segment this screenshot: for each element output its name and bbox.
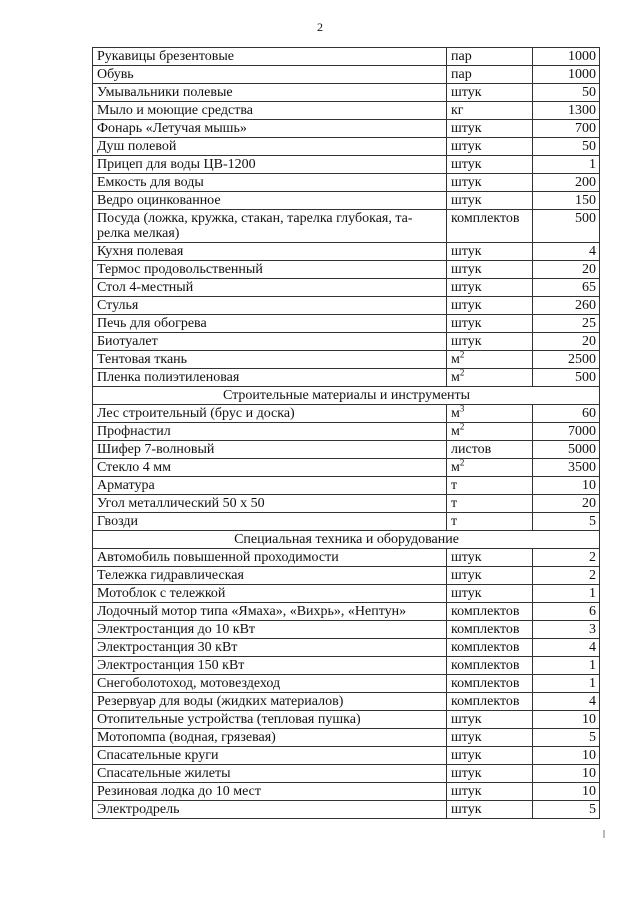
unit-text: штук [451, 175, 482, 190]
quantity-cell: 1000 [533, 66, 600, 84]
unit-cell [447, 66, 533, 84]
unit-text: штук [451, 334, 482, 349]
unit-cell [447, 783, 533, 801]
unit-cell [447, 549, 533, 567]
unit-cell [447, 48, 533, 66]
quantity-cell: 65 [533, 279, 600, 297]
quantity-cell: 10 [533, 765, 600, 783]
unit-cell [447, 639, 533, 657]
quantity-cell: 1 [533, 657, 600, 675]
quantity-cell: 4 [533, 243, 600, 261]
unit-cell [447, 459, 533, 477]
table-row [93, 405, 600, 423]
table-row [93, 495, 600, 513]
unit-cell [447, 333, 533, 351]
unit-text: штук [451, 568, 482, 583]
unit-text: штук [451, 712, 482, 727]
item-name-cell: Автомобиль повышенной проходимости [93, 549, 447, 567]
table-row [93, 801, 600, 819]
item-name-cell: Биотуалет [93, 333, 447, 351]
item-name-cell: Электростанция 150 кВт [93, 657, 447, 675]
quantity-cell: 5 [533, 801, 600, 819]
item-name-cell: Резервуар для воды (жидких материалов) [93, 693, 447, 711]
quantity-cell: 700 [533, 120, 600, 138]
table-row [93, 765, 600, 783]
quantity-cell: 2 [533, 567, 600, 585]
unit-text: штук [451, 139, 482, 154]
table-row [93, 192, 600, 210]
quantity-cell: 1 [533, 156, 600, 174]
quantity-cell: 6 [533, 603, 600, 621]
table-row [93, 657, 600, 675]
quantity-cell: 10 [533, 783, 600, 801]
unit-text: комплектов [451, 622, 520, 637]
quantity-cell: 20 [533, 333, 600, 351]
item-name-cell: Отопительные устройства (тепловая пушка) [93, 711, 447, 729]
quantity-cell: 60 [533, 405, 600, 423]
quantity-cell: 10 [533, 747, 600, 765]
item-name-cell: Тентовая ткань [93, 351, 447, 369]
unit-text: штук [451, 550, 482, 565]
page-number: 2 [317, 20, 323, 34]
quantity-cell: 5 [533, 513, 600, 531]
table-row [93, 729, 600, 747]
unit-cell [447, 621, 533, 639]
item-name-cell: Фонарь «Летучая мышь» [93, 120, 447, 138]
unit-text: м [451, 352, 460, 367]
quantity-cell: 5000 [533, 441, 600, 459]
unit-text: т [451, 478, 458, 493]
unit-cell [447, 210, 533, 243]
quantity-cell: 2500 [533, 351, 600, 369]
quantity-cell: 7000 [533, 423, 600, 441]
unit-text: штук [451, 157, 482, 172]
table-row [93, 477, 600, 495]
supplies-table-body [93, 48, 600, 819]
unit-exponent: 2 [459, 421, 465, 432]
unit-text: штук [451, 244, 482, 259]
unit-cell [447, 585, 533, 603]
item-name-cell: Емкость для воды [93, 174, 447, 192]
unit-text: м [451, 460, 460, 475]
unit-cell [447, 369, 533, 387]
quantity-cell: 10 [533, 477, 600, 495]
table-row [93, 66, 600, 84]
unit-cell [447, 261, 533, 279]
section-title: Специальная техника и оборудование [93, 531, 600, 549]
unit-exponent: 2 [459, 367, 465, 378]
unit-text: штук [451, 121, 482, 136]
item-name-cell: Рукавицы брезентовые [93, 48, 447, 66]
unit-cell [447, 423, 533, 441]
item-name-cell: Стол 4-местный [93, 279, 447, 297]
unit-text: комплектов [451, 604, 520, 619]
quantity-cell: 200 [533, 174, 600, 192]
table-row [93, 423, 600, 441]
unit-text: штук [451, 748, 482, 763]
unit-cell [447, 711, 533, 729]
quantity-cell: 25 [533, 315, 600, 333]
unit-text: т [451, 514, 458, 529]
unit-cell [447, 567, 533, 585]
unit-cell [447, 120, 533, 138]
quantity-cell: 20 [533, 495, 600, 513]
item-name-cell: Обувь [93, 66, 447, 84]
table-row [93, 513, 600, 531]
unit-text: штук [451, 586, 482, 601]
item-name-cell: Стулья [93, 297, 447, 315]
unit-cell [447, 192, 533, 210]
unit-cell [447, 675, 533, 693]
quantity-cell: 260 [533, 297, 600, 315]
item-name-cell: Шифер 7-волновый [93, 441, 447, 459]
quantity-cell: 20 [533, 261, 600, 279]
unit-text: т [451, 496, 458, 511]
unit-cell [447, 765, 533, 783]
quantity-cell: 3500 [533, 459, 600, 477]
unit-cell [447, 495, 533, 513]
unit-text: штук [451, 85, 482, 100]
unit-text: штук [451, 730, 482, 745]
unit-cell [447, 138, 533, 156]
item-name-cell: Кухня полевая [93, 243, 447, 261]
item-name-cell: Посуда (ложка, кружка, стакан, тарелка глубокая, та- релка мелкая) [93, 210, 447, 243]
table-row [93, 102, 600, 120]
table-row [93, 351, 600, 369]
unit-cell [447, 441, 533, 459]
unit-text: комплектов [451, 694, 520, 709]
table-row [93, 297, 600, 315]
table-row [93, 315, 600, 333]
unit-text: м [451, 406, 460, 421]
item-name-cell: Прицеп для воды ЦВ-1200 [93, 156, 447, 174]
unit-text: м [451, 370, 460, 385]
quantity-cell: 1 [533, 675, 600, 693]
table-row [93, 711, 600, 729]
table-row [93, 84, 600, 102]
table-row [93, 747, 600, 765]
table-row [93, 441, 600, 459]
item-name-cell: Мотопомпа (водная, грязевая) [93, 729, 447, 747]
item-name-cell: Резиновая лодка до 10 мест [93, 783, 447, 801]
unit-cell [447, 84, 533, 102]
item-name-cell: Угол металлический 50 х 50 [93, 495, 447, 513]
unit-cell [447, 747, 533, 765]
item-name-cell: Ведро оцинкованное [93, 192, 447, 210]
unit-text: кг [451, 103, 464, 118]
table-row [93, 174, 600, 192]
unit-cell [447, 801, 533, 819]
quantity-cell: 5 [533, 729, 600, 747]
unit-cell [447, 174, 533, 192]
section-header-row [93, 531, 600, 549]
section-header-row [93, 387, 600, 405]
section-title: Строительные материалы и инструменты [93, 387, 600, 405]
table-row [93, 567, 600, 585]
quantity-cell: 500 [533, 210, 600, 243]
table-row [93, 333, 600, 351]
item-name-cell: Лес строительный (брус и доска) [93, 405, 447, 423]
item-name-cell: Снегоболотоход, мотовездеход [93, 675, 447, 693]
table-row [93, 549, 600, 567]
item-name-cell: Арматура [93, 477, 447, 495]
item-name-cell: Термос продовольственный [93, 261, 447, 279]
unit-cell [447, 513, 533, 531]
unit-cell [447, 657, 533, 675]
table-row [93, 585, 600, 603]
table-row [93, 675, 600, 693]
item-name-cell: Электростанция 30 кВт [93, 639, 447, 657]
quantity-cell: 1000 [533, 48, 600, 66]
unit-cell [447, 351, 533, 369]
unit-text: комплектов [451, 211, 520, 226]
unit-exponent: 2 [459, 457, 465, 468]
unit-text: комплектов [451, 676, 520, 691]
table-row [93, 156, 600, 174]
unit-text: пар [451, 49, 472, 64]
unit-cell [447, 243, 533, 261]
unit-cell [447, 102, 533, 120]
unit-exponent: 2 [459, 349, 465, 360]
item-name-cell: Электростанция до 10 кВт [93, 621, 447, 639]
quantity-cell: 1300 [533, 102, 600, 120]
table-row [93, 243, 600, 261]
item-name-cell: Спасательные жилеты [93, 765, 447, 783]
table-row [93, 120, 600, 138]
item-name-cell: Спасательные круги [93, 747, 447, 765]
unit-cell [447, 693, 533, 711]
item-name-cell: Мыло и моющие средства [93, 102, 447, 120]
unit-text: штук [451, 802, 482, 817]
item-name-cell: Стекло 4 мм [93, 459, 447, 477]
item-name-cell: Душ полевой [93, 138, 447, 156]
unit-text: листов [451, 442, 492, 457]
unit-text: штук [451, 280, 482, 295]
unit-text: комплектов [451, 640, 520, 655]
table-row [93, 621, 600, 639]
unit-text: штук [451, 766, 482, 781]
item-name-cell: Пленка полиэтиленовая [93, 369, 447, 387]
unit-exponent: 3 [459, 403, 465, 414]
item-name-cell: Гвозди [93, 513, 447, 531]
quantity-cell: 10 [533, 711, 600, 729]
table-row [93, 459, 600, 477]
unit-text: штук [451, 784, 482, 799]
table-row [93, 603, 600, 621]
unit-cell [447, 729, 533, 747]
table-row [93, 639, 600, 657]
item-name-cell: Электродрель [93, 801, 447, 819]
unit-text: м [451, 424, 460, 439]
quantity-cell: 50 [533, 84, 600, 102]
item-name-cell: Мотоблок с тележкой [93, 585, 447, 603]
scan-artifact [603, 830, 605, 838]
quantity-cell: 4 [533, 693, 600, 711]
item-name-cell: Профнастил [93, 423, 447, 441]
item-name-cell: Тележка гидравлическая [93, 567, 447, 585]
unit-cell [447, 603, 533, 621]
quantity-cell: 3 [533, 621, 600, 639]
table-row [93, 138, 600, 156]
item-name-cell: Лодочный мотор типа «Ямаха», «Вихрь», «Нептун» [93, 603, 447, 621]
unit-text: штук [451, 316, 482, 331]
table-row [93, 693, 600, 711]
table-row [93, 279, 600, 297]
quantity-cell: 4 [533, 639, 600, 657]
supplies-table [92, 47, 600, 819]
unit-cell [447, 156, 533, 174]
item-name-cell: Умывальники полевые [93, 84, 447, 102]
unit-text: штук [451, 262, 482, 277]
table-row [93, 783, 600, 801]
quantity-cell: 500 [533, 369, 600, 387]
quantity-cell: 150 [533, 192, 600, 210]
unit-cell [447, 315, 533, 333]
unit-text: штук [451, 298, 482, 313]
quantity-cell: 50 [533, 138, 600, 156]
unit-cell [447, 405, 533, 423]
unit-cell [447, 477, 533, 495]
unit-cell [447, 279, 533, 297]
table-row [93, 210, 600, 243]
table-row [93, 48, 600, 66]
unit-text: пар [451, 67, 472, 82]
item-name-cell: Печь для обогрева [93, 315, 447, 333]
unit-cell [447, 297, 533, 315]
table-row [93, 261, 600, 279]
unit-text: штук [451, 193, 482, 208]
quantity-cell: 2 [533, 549, 600, 567]
quantity-cell: 1 [533, 585, 600, 603]
table-row [93, 369, 600, 387]
unit-text: комплектов [451, 658, 520, 673]
